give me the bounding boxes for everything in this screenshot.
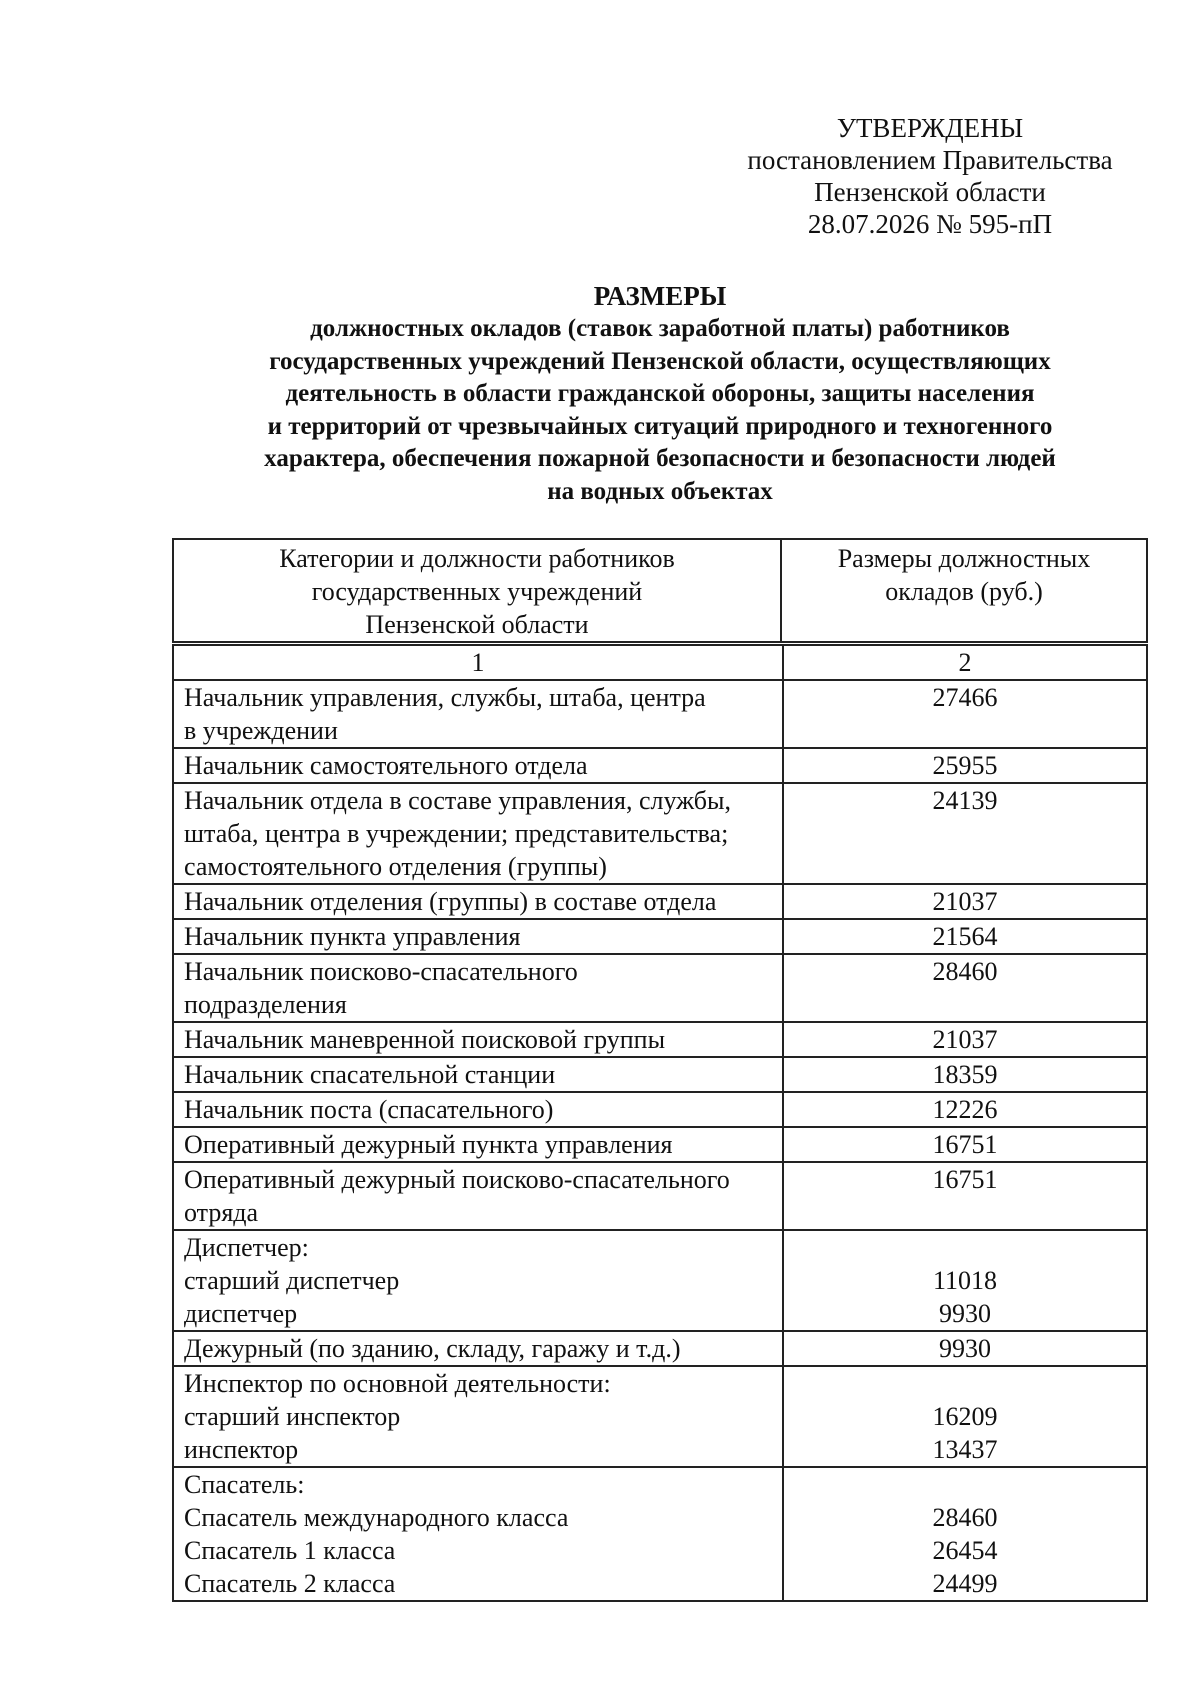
salary-cell: [783, 1022, 1147, 1057]
salary-value: 18359: [932, 1060, 998, 1089]
approval-line: постановлением Правительства: [747, 145, 1113, 175]
table-row: [173, 1230, 1147, 1331]
salary-value: 26454: [932, 1536, 998, 1565]
salary-value: [784, 1468, 1146, 1501]
salary-value: 16751: [932, 1130, 998, 1159]
table-header: [172, 538, 1148, 643]
position-label: Начальник маневренной поисковой группы: [184, 1025, 666, 1054]
table-row: [173, 680, 1147, 748]
salary-cell: [783, 1467, 1147, 1601]
header-category: Категории и должности работников государственных учреждений Пензенской области: [173, 539, 781, 642]
position-label: Спасатель 2 класса: [184, 1569, 396, 1598]
salary-cell: [783, 1366, 1147, 1467]
table-row: [173, 1022, 1147, 1057]
salary-value: 13437: [932, 1435, 998, 1464]
position-label: Начальник управления, службы, штаба, центра: [184, 683, 706, 712]
position-label: инспектор: [184, 1435, 299, 1464]
salary-cell: [783, 1127, 1147, 1162]
salary-value: 27466: [932, 683, 998, 712]
position-label: Дежурный (по зданию, складу, гаражу и т.д.): [184, 1334, 681, 1363]
position-label: Спасатель:: [184, 1470, 305, 1499]
salary-value: 11018: [932, 1266, 998, 1295]
table-row: [173, 1057, 1147, 1092]
salary-cell: [783, 1230, 1147, 1331]
salary-value: 24499: [932, 1569, 998, 1598]
position-label: Оперативный дежурный поисково-спасательного: [184, 1165, 730, 1194]
title-line: на водных объектах: [547, 477, 773, 505]
position-label: Инспектор по основной деятельности:: [184, 1369, 611, 1398]
position-cell: [173, 1230, 783, 1331]
position-label: отряда: [184, 1198, 259, 1227]
approval-date: 28.07.2026 № 595-пП: [807, 209, 1053, 239]
salary-cell: [783, 680, 1147, 748]
position-label: Начальник поста (спасательного): [184, 1095, 554, 1124]
position-label: Начальник спасательной станции: [184, 1060, 556, 1089]
salary-cell: [783, 1092, 1147, 1127]
position-cell: [173, 1162, 783, 1230]
title-line: должностных окладов (ставок заработной платы) работников: [310, 315, 1010, 342]
title-line: характера, обеспечения пожарной безопасности и безопасности людей: [264, 445, 1056, 472]
table-row: [173, 1331, 1147, 1366]
approval-stamp: [720, 112, 1140, 240]
salary-cell: [783, 954, 1147, 1022]
title-subtitle: [170, 313, 1150, 508]
position-cell: [173, 680, 783, 748]
salary-value: 12226: [932, 1095, 998, 1124]
position-label: Начальник отделения (группы) в составе отдела: [184, 887, 717, 916]
salary-cell: [783, 1162, 1147, 1230]
column-number: 1: [173, 645, 783, 680]
salary-cell: [783, 1057, 1147, 1092]
table-row: [173, 783, 1147, 884]
position-cell: [173, 1331, 783, 1366]
position-label: старший инспектор: [184, 1402, 401, 1431]
salary-cell: [783, 783, 1147, 884]
position-label: штаба, центра в учреждении; представительства;: [184, 819, 729, 848]
position-label: старший диспетчер: [184, 1266, 400, 1295]
approval-line: Пензенской области: [814, 177, 1046, 207]
table-row: [173, 954, 1147, 1022]
position-cell: [173, 1022, 783, 1057]
column-number: 2: [783, 645, 1147, 680]
position-label: подразделения: [184, 990, 347, 1019]
salary-table: [172, 644, 1148, 1602]
salary-value: 25955: [932, 751, 998, 780]
header-salary: Размеры должностных окладов (руб.): [781, 539, 1147, 642]
title-line: государственных учреждений Пензенской области, осуществляющих: [269, 347, 1051, 375]
position-label: самостоятельного отделения (группы): [184, 852, 607, 881]
position-label: Спасатель международного класса: [184, 1503, 569, 1532]
position-cell: [173, 1057, 783, 1092]
position-cell: [173, 783, 783, 884]
salary-value: 16751: [932, 1165, 998, 1194]
column-numbers-row: [173, 645, 1147, 680]
table-row: [173, 1467, 1147, 1601]
position-label: Начальник отдела в составе управления, службы,: [184, 786, 731, 815]
position-label: Оперативный дежурный пункта управления: [184, 1130, 673, 1159]
salary-value: 16209: [932, 1402, 998, 1431]
position-cell: [173, 919, 783, 954]
salary-cell: [783, 919, 1147, 954]
table-row: [173, 1092, 1147, 1127]
table-row: [173, 1127, 1147, 1162]
salary-value: 21037: [932, 887, 998, 916]
table-row: [173, 1366, 1147, 1467]
salary-value: 28460: [932, 957, 998, 986]
position-label: Начальник пункта управления: [184, 922, 521, 951]
title-line: деятельность в области гражданской обороны, защиты населения: [285, 380, 1035, 407]
position-label: Начальник поисково-спасательного: [184, 957, 578, 986]
position-label: Начальник самостоятельного отдела: [184, 751, 588, 780]
salary-value: 28460: [932, 1503, 998, 1532]
approval-line: УТВЕРЖДЕНЫ: [836, 113, 1024, 143]
position-cell: [173, 884, 783, 919]
position-label: диспетчер: [184, 1299, 298, 1328]
position-cell: [173, 1366, 783, 1467]
document-title: [170, 280, 1150, 508]
position-label: Спасатель 1 класса: [184, 1536, 396, 1565]
position-label: в учреждении: [184, 716, 338, 745]
table-row: [173, 748, 1147, 783]
salary-value: [784, 1367, 1146, 1400]
position-label: Диспетчер:: [184, 1233, 309, 1262]
title-line: и территорий от чрезвычайных ситуаций природного и техногенного: [267, 412, 1053, 440]
salary-value: 9930: [939, 1334, 991, 1363]
position-cell: [173, 954, 783, 1022]
position-cell: [173, 748, 783, 783]
salary-value: 21564: [932, 922, 998, 951]
salary-cell: [783, 748, 1147, 783]
table-row: [173, 884, 1147, 919]
title-main: РАЗМЕРЫ: [593, 281, 727, 311]
salary-value: 21037: [932, 1025, 998, 1054]
salary-value: [784, 1231, 1146, 1264]
salary-cell: [783, 884, 1147, 919]
salary-cell: [783, 1331, 1147, 1366]
table-row: [173, 1162, 1147, 1230]
salary-value: 9930: [939, 1299, 991, 1328]
position-cell: [173, 1467, 783, 1601]
table-row: [173, 919, 1147, 954]
salary-value: 24139: [932, 786, 998, 815]
position-cell: [173, 1127, 783, 1162]
position-cell: [173, 1092, 783, 1127]
